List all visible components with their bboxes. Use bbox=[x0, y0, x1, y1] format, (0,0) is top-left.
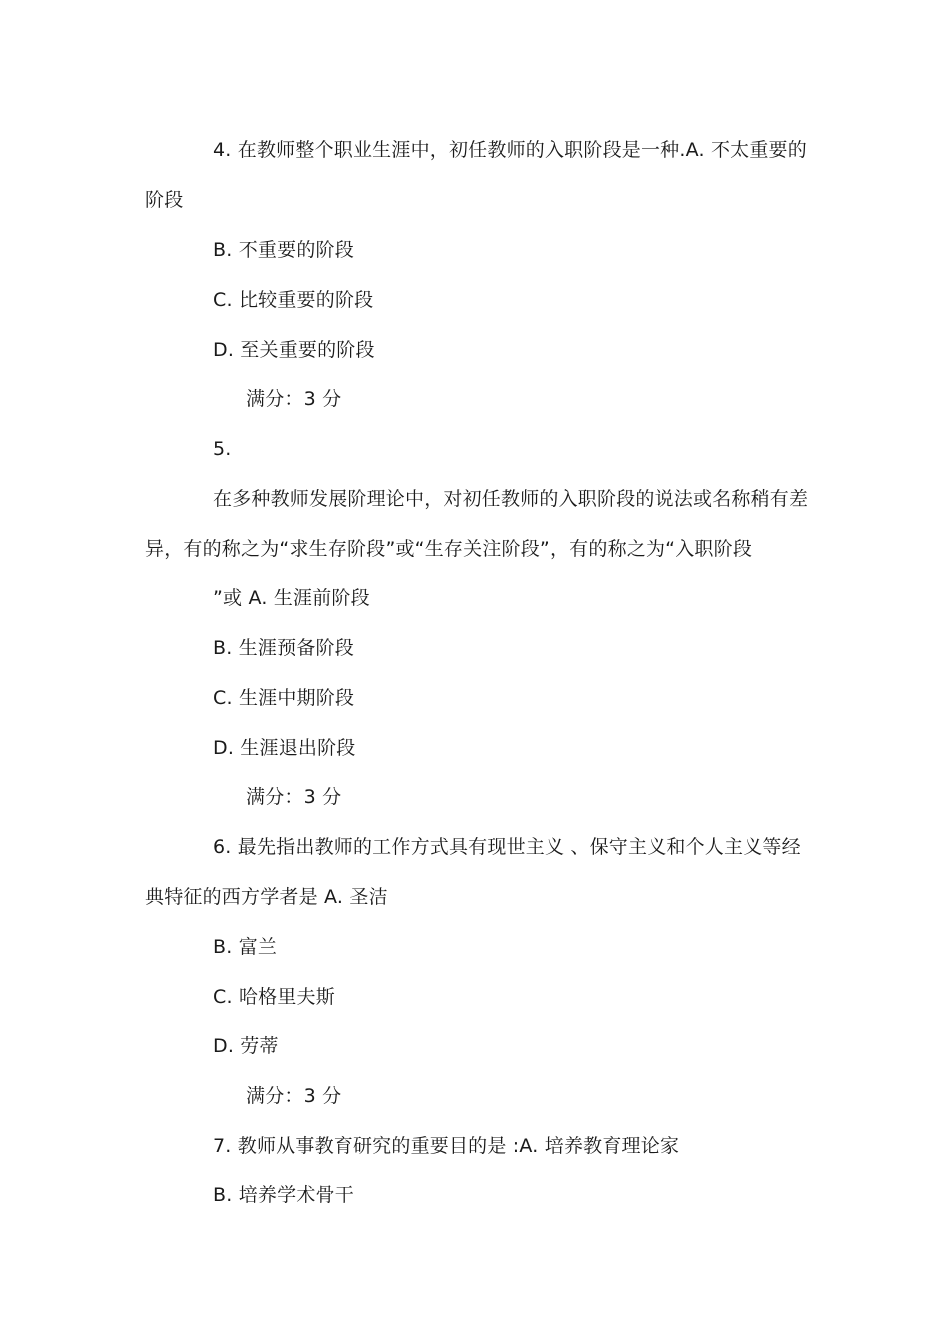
question-4-line-2: 阶段 bbox=[145, 189, 184, 211]
question-5-line-3: ”或 A. 生涯前阶段 bbox=[213, 587, 370, 609]
question-4-option-b: B. 不重要的阶段 bbox=[213, 239, 354, 261]
question-5-option-d: D. 生涯退出阶段 bbox=[213, 737, 356, 759]
question-6-option-c: C. 哈格里夫斯 bbox=[213, 986, 335, 1008]
question-4-option-d: D. 至关重要的阶段 bbox=[213, 339, 375, 361]
question-4-score: 满分：3 分 bbox=[246, 388, 342, 410]
question-7-line-1: 7. 教师从事教育研究的重要目的是 :A. 培养教育理论家 bbox=[213, 1135, 680, 1157]
question-5-number: 5. bbox=[213, 438, 232, 460]
question-4-line-1: 4. 在教师整个职业生涯中，初任教师的入职阶段是一种.A. 不太重要的 bbox=[213, 139, 807, 161]
question-6-option-b: B. 富兰 bbox=[213, 936, 278, 958]
question-5-line-2: 异，有的称之为“求生存阶段”或“生存关注阶段”，有的称之为“入职阶段 bbox=[145, 538, 753, 560]
question-5-option-b: B. 生涯预备阶段 bbox=[213, 637, 354, 659]
question-7-option-b: B. 培养学术骨干 bbox=[213, 1184, 354, 1206]
question-6-line-2: 典特征的西方学者是 A. 圣洁 bbox=[145, 886, 388, 908]
question-6-score: 满分：3 分 bbox=[246, 1085, 342, 1107]
question-5-option-c: C. 生涯中期阶段 bbox=[213, 687, 355, 709]
question-4-option-c: C. 比较重要的阶段 bbox=[213, 289, 374, 311]
question-5-score: 满分：3 分 bbox=[246, 786, 342, 808]
question-5-line-1: 在多种教师发展阶理论中，对初任教师的入职阶段的说法或名称稍有差 bbox=[213, 488, 809, 510]
question-6-line-1: 6. 最先指出教师的工作方式具有现世主义 、保守主义和个人主义等经 bbox=[213, 836, 801, 858]
question-6-option-d: D. 劳蒂 bbox=[213, 1035, 279, 1057]
